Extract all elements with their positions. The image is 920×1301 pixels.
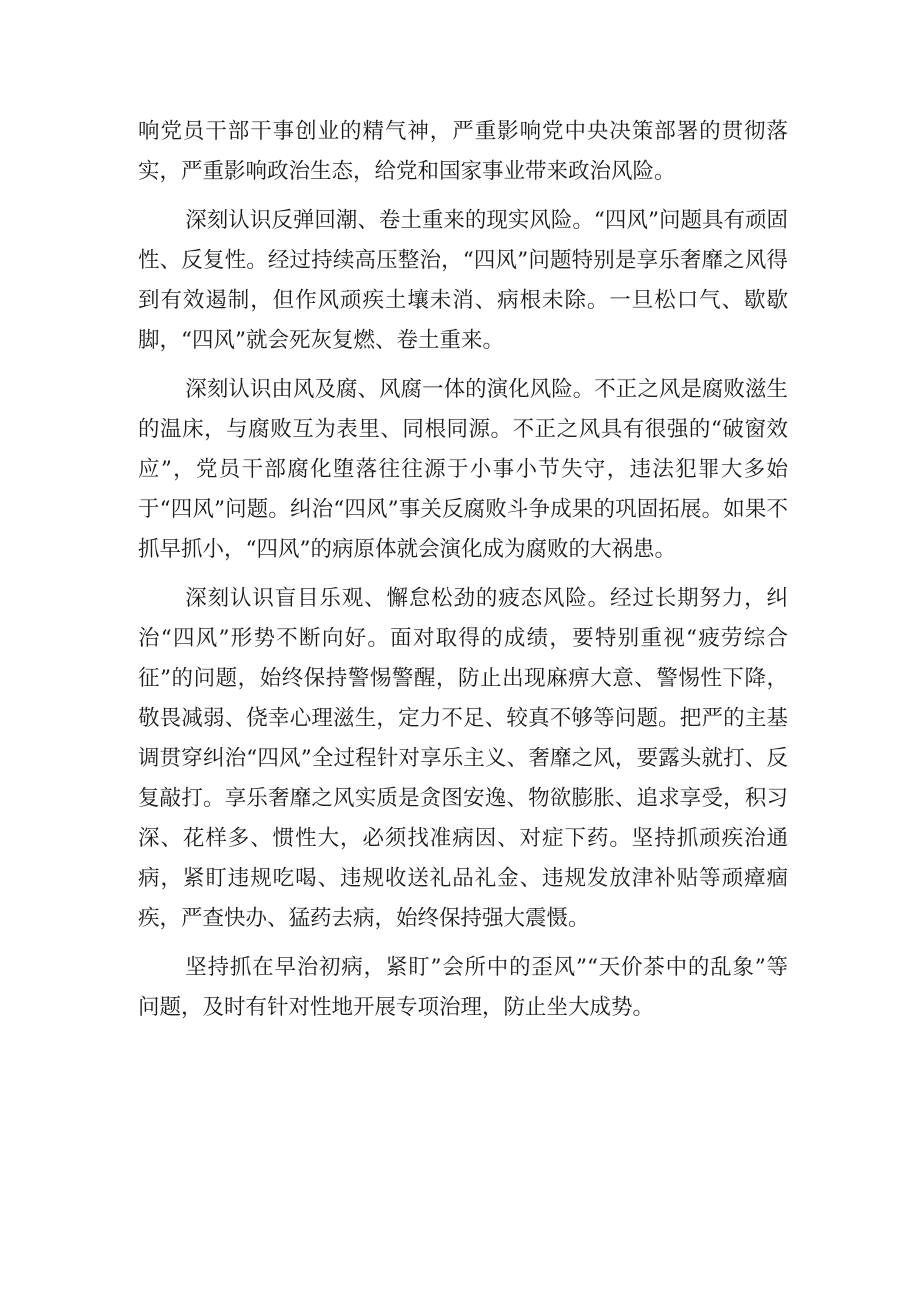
body-text — [138, 112, 788, 1037]
paragraph-corruption-risk: 深刻认识由风及腐、风腐一体的演化风险。不正之风是腐败滋生的温床，与腐败互为表里、同根同源。不正之风具有很强的“破窗效应”，党员干部腐化堕落往往源于小事小节失守，违法犯罪大多始于“四风”问题。纠治“四风”事关反腐败斗争成果的巩固拓展。如果不抓早抓小，“四风”的病原体就会演化成为腐败的大祸患。 — [138, 376, 788, 562]
paragraph-rebound-risk: 深刻认识反弹回潮、卷土重来的现实风险。“四风”问题具有顽固性、反复性。经过持续高压整治，“四风”问题特别是享乐奢靡之风得到有效遏制，但作风顽疾土壤未消、病根未除。一旦松口气、歇歇脚，“四风”就会死灰复燃、卷土重来。 — [138, 207, 788, 353]
paragraph-continuation: 响党员干部干事创业的精气神，严重影响党中央决策部署的贯彻落实，严重影响政治生态，给党和国家事业带来政治风险。 — [138, 119, 788, 185]
paragraph-early-treatment: 坚持抓在早治初病，紧盯”会所中的歪风”“天价茶中的乱象”等问题，及时有针对性地开展专项治理，防止坐大成势。 — [138, 954, 788, 1020]
paragraph-fatigue-risk: 深刻认识盲目乐观、懈怠松劲的疲态风险。经过长期努力，纠治“四风”形势不断向好。面对取得的成绩，要特别重视“疲劳综合征”的问题，始终保持警惕警醒，防止出现麻痹大意、警惕性下降，敬畏减弱、侥幸心理滋生，定力不足、较真不够等问题。把严的主基调贯穿纠治“四风”全过程针对享乐主义、奢靡之风，要露头就打、反复敲打。享乐奢靡之风实质是贪图安逸、物欲膨胀、追求享受，积习深、花样多、惯性大，必须找准病因、对症下药。坚持抓顽疾治通病，紧盯违规吃喝、违规收送礼品礼金、违规发放津补贴等顽瘴痼疾，严查快办、猛药去病，始终保持强大震慑。 — [138, 585, 788, 932]
